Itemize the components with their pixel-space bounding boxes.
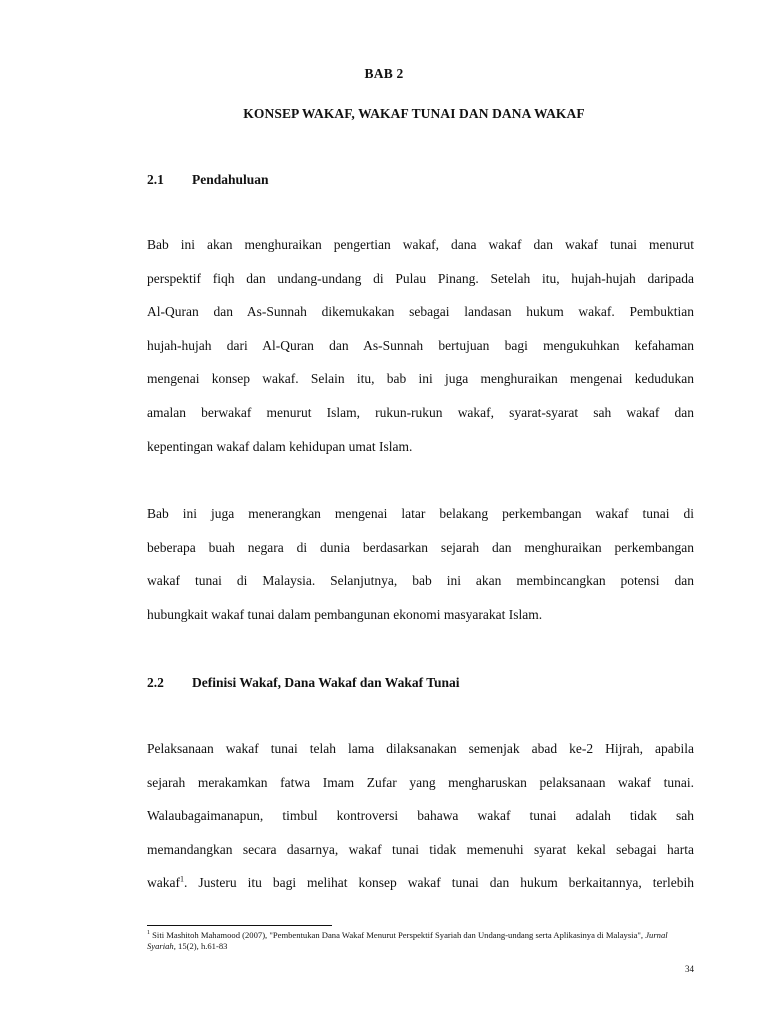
- footnote-text: Siti Mashitoh Mahamood (2007), "Pembentukan Dana Wakaf Menurut Perspektif Syariah dan Undang-undang serta Aplikasinya di Malaysia",: [150, 930, 646, 940]
- text-line: Walaubagaimanapun, timbul kontroversi bahawa wakaf tunai adalah tidak sah: [147, 808, 694, 824]
- text-line: hubungkait wakaf tunai dalam pembangunan ekonomi masyarakat Islam.: [147, 606, 543, 622]
- text-line: wakaf tunai di Malaysia. Selanjutnya, bab ini akan membincangkan potensi dan: [147, 573, 694, 589]
- text-line: hujah-hujah dari Al-Quran dan As-Sunnah bertujuan bagi mengukuhkan kefahaman: [147, 337, 694, 353]
- text-line: perspektif fiqh dan undang-undang di Pulau Pinang. Setelah itu, hujah-hujah daripada: [147, 270, 694, 286]
- paragraph-intro-2: [147, 497, 694, 631]
- text-line-with-footnote-ref: [147, 866, 694, 900]
- text-line: mengenai konsep wakaf. Selain itu, bab ini juga menghuraikan mengenai kedudukan: [147, 371, 694, 387]
- section-number: 2.2: [147, 675, 164, 690]
- footnote-text: , 15(2), h.61-83: [173, 941, 228, 951]
- text-fragment: . Justeru itu bagi melihat konsep wakaf tunai dan hukum berkaitannya, terlebih: [183, 875, 694, 891]
- footnote: [147, 930, 694, 952]
- section-title: Definisi Wakaf, Dana Wakaf dan Wakaf Tunai: [192, 675, 460, 690]
- paragraph-intro-1: [147, 228, 694, 463]
- text-line: Al-Quran dan As-Sunnah dikemukakan sebagai landasan hukum wakaf. Pembuktian: [147, 304, 694, 320]
- text-line: sejarah merakamkan fatwa Imam Zufar yang mengharuskan pelaksanaan wakaf tunai.: [147, 774, 694, 790]
- text-fragment: wakaf: [147, 875, 180, 891]
- footnote-divider: [147, 925, 332, 926]
- chapter-title: KONSEP WAKAF, WAKAF TUNAI DAN DANA WAKAF: [243, 106, 585, 121]
- text-line: Bab ini juga menerangkan mengenai latar belakang perkembangan wakaf tunai di: [147, 506, 694, 521]
- section-number: 2.1: [147, 172, 164, 187]
- text-line: Pelaksanaan wakaf tunai telah lama dilaksanakan semenjak abad ke-2 Hijrah, apabila: [147, 741, 694, 756]
- text-line: kepentingan wakaf dalam kehidupan umat Islam.: [147, 438, 413, 454]
- page-number: 34: [685, 964, 694, 974]
- paragraph-definition: [147, 732, 694, 900]
- section-title: Pendahuluan: [192, 172, 269, 187]
- text-line: amalan berwakaf menurut Islam, rukun-rukun wakaf, syarat-syarat sah wakaf dan: [147, 404, 694, 420]
- footnote-marker: 1: [147, 930, 150, 937]
- chapter-number: BAB 2: [364, 66, 404, 81]
- section-heading-2-2: [147, 675, 459, 691]
- text-line: Bab ini akan menghuraikan pengertian wakaf, dana wakaf dan wakaf tunai menurut: [147, 237, 694, 252]
- section-heading-2-1: [147, 172, 269, 188]
- footnote-reference[interactable]: 1: [179, 874, 184, 884]
- text-line: beberapa buah negara di dunia berdasarkan sejarah dan menghuraikan perkembangan: [147, 539, 694, 555]
- footnote-journal: Jurnal Syariah: [147, 930, 668, 951]
- text-line: memandangkan secara dasarnya, wakaf tunai tidak memenuhi syarat kekal sebagai harta: [147, 841, 694, 857]
